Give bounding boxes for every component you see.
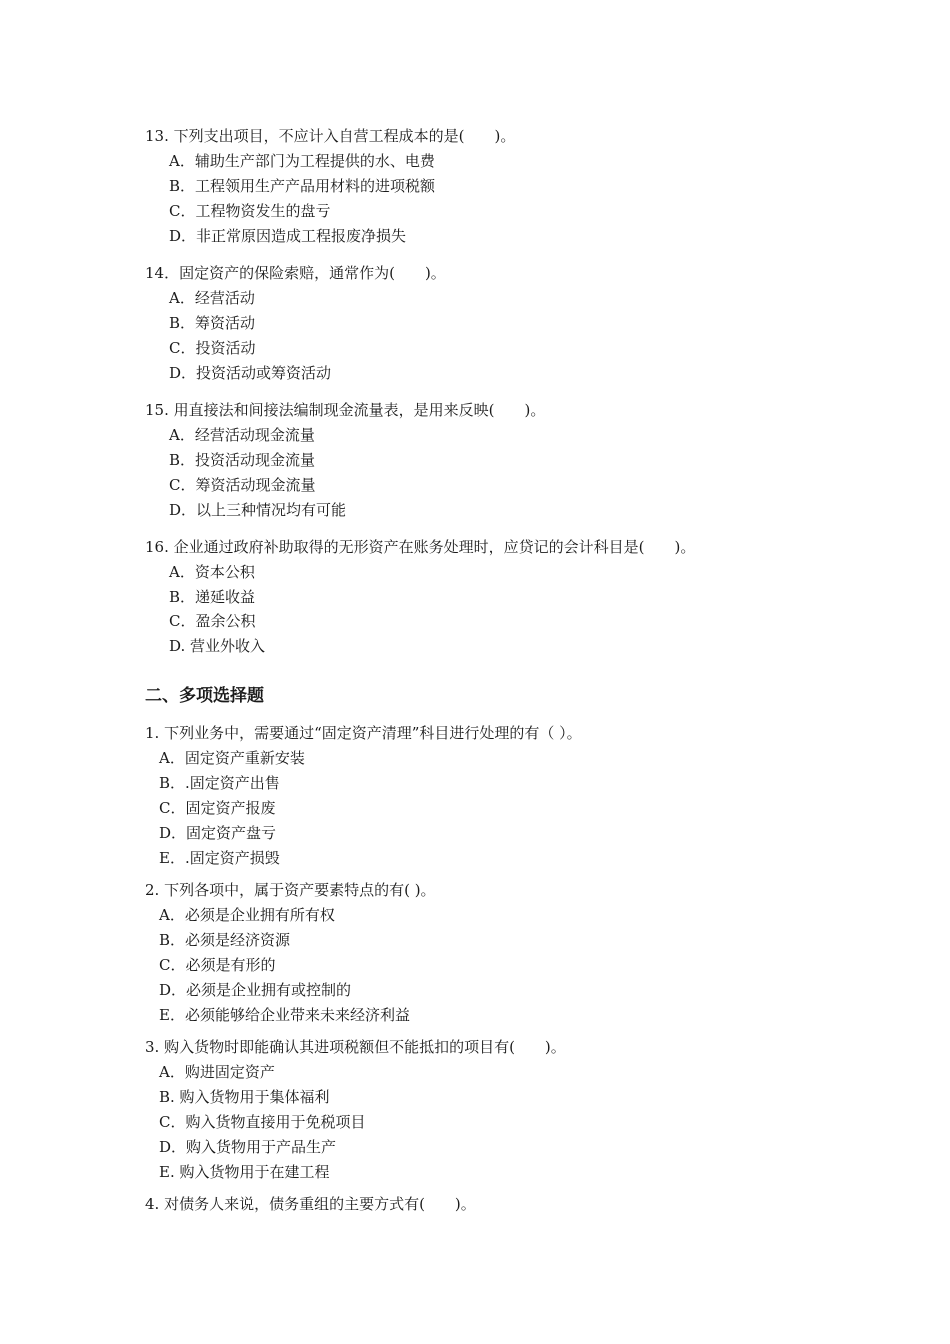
- multi-question-2-option-e: E．必须能够给企业带来未来经济利益: [159, 1006, 410, 1024]
- multi-question-1-stem: 1. 下列业务中，需要通过“固定资产清理”科目进行处理的有（ ）。: [145, 724, 582, 742]
- question-14-option-c: C．投资活动: [169, 339, 256, 357]
- question-15-option-c: C．筹资活动现金流量: [169, 476, 316, 494]
- question-15-option-b: B．投资活动现金流量: [169, 451, 316, 469]
- multi-question-2-option-a: A．必须是企业拥有所有权: [159, 906, 335, 924]
- question-16-option-b: B．递延收益: [169, 588, 256, 606]
- question-15-stem: 15. 用直接法和间接法编制现金流量表，是用来反映( )。: [145, 401, 546, 419]
- multi-question-1-option-d: D．固定资产盘亏: [159, 824, 277, 842]
- multi-question-2-stem: 2. 下列各项中，属于资产要素特点的有( )。: [145, 881, 436, 899]
- multi-question-2-option-d: D．必须是企业拥有或控制的: [159, 981, 352, 999]
- multi-question-1-option-b: B．.固定资产出售: [159, 774, 280, 792]
- question-14-option-d: D．投资活动或筹资活动: [169, 364, 332, 382]
- question-15-option-d: D．以上三种情况均有可能: [169, 501, 347, 519]
- multi-question-3-stem: 3. 购入货物时即能确认其进项税额但不能抵扣的项目有( )。: [145, 1038, 566, 1056]
- multi-question-2-option-c: C．必须是有形的: [159, 956, 276, 974]
- question-16-option-c: C．盈余公积: [169, 612, 256, 630]
- multi-question-3-option-e: E. 购入货物用于在建工程: [159, 1163, 330, 1181]
- multi-question-1-option-e: E．.固定资产损毁: [159, 849, 280, 867]
- multi-question-4-stem: 4. 对债务人来说，债务重组的主要方式有( )。: [145, 1195, 476, 1213]
- question-16-option-a: A．资本公积: [169, 563, 255, 581]
- multi-question-3-option-b: B. 购入货物用于集体福利: [159, 1088, 330, 1106]
- question-13-option-c: C．工程物资发生的盘亏: [169, 202, 331, 220]
- question-13-stem: 13. 下列支出项目，不应计入自营工程成本的是( )。: [145, 127, 516, 145]
- question-13-option-b: B．工程领用生产产品用材料的进项税额: [169, 177, 436, 195]
- multi-question-1-option-a: A．固定资产重新安装: [159, 749, 305, 767]
- question-14-stem: 14．固定资产的保险索赔，通常作为( )。: [145, 264, 446, 282]
- question-13-option-a: A．辅助生产部门为工程提供的水、电费: [169, 152, 435, 170]
- question-14-option-b: B．筹资活动: [169, 314, 256, 332]
- multi-question-3-option-d: D．购入货物用于产品生产: [159, 1138, 337, 1156]
- question-14-option-a: A．经营活动: [169, 289, 255, 307]
- question-16-option-d: D. 营业外收入: [169, 637, 266, 655]
- question-16-stem: 16. 企业通过政府补助取得的无形资产在账务处理时，应贷记的会计科目是( )。: [145, 538, 696, 556]
- multi-question-1-option-c: C．固定资产报废: [159, 799, 276, 817]
- multi-question-3-option-a: A．购进固定资产: [159, 1063, 275, 1081]
- section-heading: 二、多项选择题: [145, 686, 264, 706]
- question-13-option-d: D．非正常原因造成工程报废净损失: [169, 227, 407, 245]
- multi-question-3-option-c: C．购入货物直接用于免税项目: [159, 1113, 366, 1131]
- question-15-option-a: A．经营活动现金流量: [169, 426, 315, 444]
- multi-question-2-option-b: B．必须是经济资源: [159, 931, 291, 949]
